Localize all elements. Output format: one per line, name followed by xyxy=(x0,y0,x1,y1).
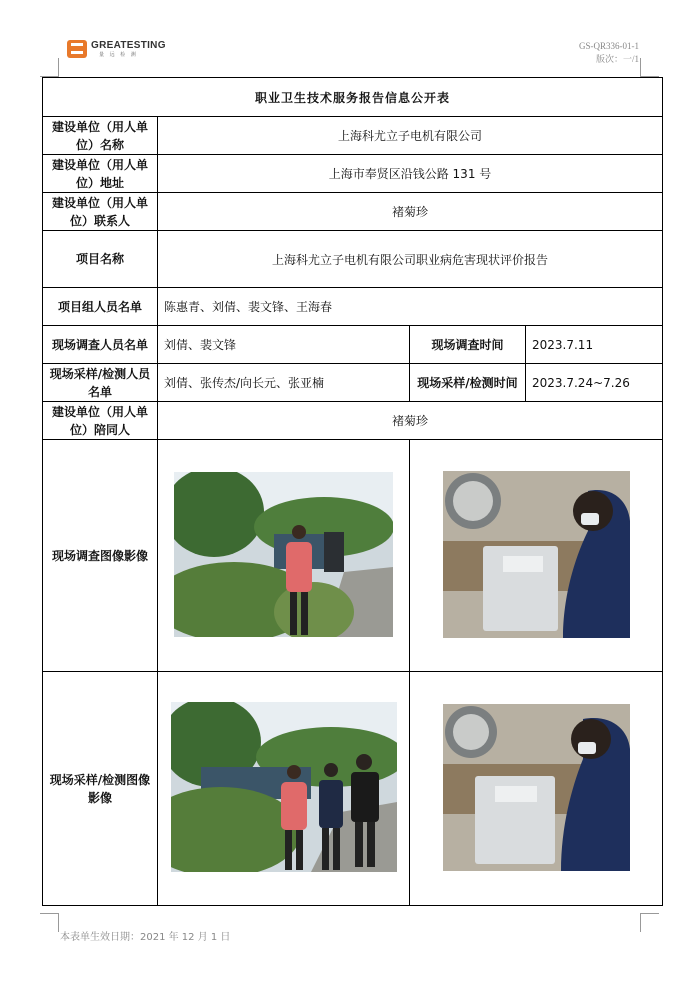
sampling-photos-label: 现场采样/检测图像影像 xyxy=(43,672,158,906)
document-version: 版次：一/1 xyxy=(595,54,639,64)
survey-photo-cell-2 xyxy=(410,440,663,672)
sampling-photo-outdoor xyxy=(171,702,397,872)
effective-date: 本表单生效日期：2021 年 12 月 1 日 xyxy=(60,932,231,943)
sampling-time-label: 现场采样/检测时间 xyxy=(410,364,526,402)
sampling-time-value: 2023.7.24~7.26 xyxy=(526,364,663,402)
sampling-people-value: 刘倩、张传杰/向长元、张亚楠 xyxy=(158,364,410,402)
sampling-photo-indoor xyxy=(443,704,630,871)
survey-time-label: 现场调查时间 xyxy=(410,326,526,364)
survey-photo-outdoor xyxy=(174,472,393,637)
team-value: 陈惠青、刘倩、裴文锋、王海春 xyxy=(158,288,663,326)
contact-value: 褚菊珍 xyxy=(158,193,663,231)
unit-name-value: 上海科尤立子电机有限公司 xyxy=(158,117,663,155)
survey-people-label: 现场调查人员名单 xyxy=(43,326,158,364)
logo-icon xyxy=(67,40,87,58)
corner-mark-bottom-right xyxy=(640,913,659,932)
contact-label: 建设单位（用人单位）联系人 xyxy=(43,193,158,231)
corner-mark-bottom-left xyxy=(40,913,59,932)
unit-name-label: 建设单位（用人单位）名称 xyxy=(43,117,158,155)
survey-photo-indoor xyxy=(443,471,630,638)
document-code-block xyxy=(579,40,639,66)
logo-name: GREATESTING xyxy=(91,39,166,51)
survey-photo-cell-1 xyxy=(158,440,410,672)
corner-mark-top-right xyxy=(640,58,659,77)
logo-subtitle: 量 远 检 测 xyxy=(99,51,138,58)
survey-photos-label: 现场调查图像影像 xyxy=(43,440,158,672)
info-disclosure-table xyxy=(42,77,663,906)
company-logo xyxy=(67,40,166,58)
table-title: 职业卫生技术服务报告信息公开表 xyxy=(43,78,663,117)
corner-mark-top-left xyxy=(40,58,59,77)
sampling-photo-cell-2 xyxy=(410,672,663,906)
document-number: GS-QR336-01-1 xyxy=(579,41,639,51)
escort-value: 褚菊珍 xyxy=(158,402,663,440)
sampling-photo-cell-1 xyxy=(158,672,410,906)
address-value: 上海市奉贤区沿钱公路 131 号 xyxy=(158,155,663,193)
team-label: 项目组人员名单 xyxy=(43,288,158,326)
sampling-people-label: 现场采样/检测人员名单 xyxy=(43,364,158,402)
escort-label: 建设单位（用人单位）陪同人 xyxy=(43,402,158,440)
project-value: 上海科尤立子电机有限公司职业病危害现状评价报告 xyxy=(158,231,663,288)
project-label: 项目名称 xyxy=(43,231,158,288)
survey-people-value: 刘倩、裴文锋 xyxy=(158,326,410,364)
address-label: 建设单位（用人单位）地址 xyxy=(43,155,158,193)
survey-time-value: 2023.7.11 xyxy=(526,326,663,364)
